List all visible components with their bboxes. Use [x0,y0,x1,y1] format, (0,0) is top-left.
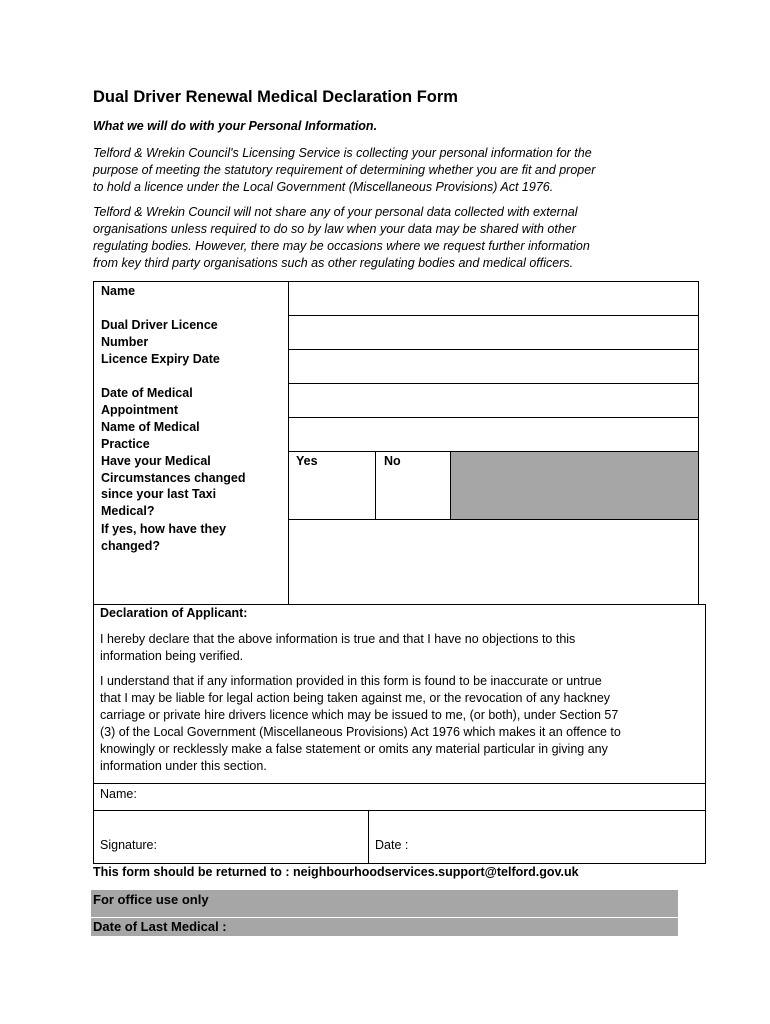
table-rule [93,810,706,811]
label-line: Date of Medical [101,386,193,400]
form-title: Dual Driver Renewal Medical Declaration Form [93,88,458,106]
table-rule [93,281,94,604]
privacy-paragraph-1 [93,145,703,196]
office-use-banner [91,890,678,917]
text-line: from key third party organisations such as other regulating bodies and medical officers. [93,256,574,270]
declaration-name-input[interactable] [98,784,705,810]
text-line: Telford & Wrekin Council's Licensing Service is collecting your personal information for the [93,146,592,160]
table-rule [375,451,376,520]
name-input[interactable] [289,282,698,315]
how-changed-input[interactable] [289,520,698,603]
table-rule [288,315,699,316]
text-line: that I may be liable for legal action being taken against me, or the revocation of any hackney [100,691,611,705]
appointment-date-label [101,385,193,418]
label-line: Medical? [101,503,155,518]
declaration-paragraph-1 [100,631,575,665]
label-line: Licence Expiry Date [101,352,220,366]
label-line: Practice [101,436,150,451]
yes-label: Yes [296,454,318,468]
table-rule [93,604,94,864]
privacy-paragraph-2 [93,204,703,272]
text-line: knowingly or recklessly make a false statement or omits any material particular in giving any [100,742,608,756]
table-rule [288,349,699,350]
office-use-label: For office use only [93,892,209,907]
no-label: No [384,454,401,468]
declaration-paragraph-2 [100,673,621,775]
last-medical-row [91,918,678,936]
label-line: Name of Medical [101,420,200,434]
text-line: organisations unless required to do so by law when your data may be shared with other [93,222,576,236]
table-rule [288,383,699,384]
medical-practice-input[interactable] [289,418,698,451]
signature-label: Signature: [100,838,157,852]
date-label: Date : [375,838,409,852]
text-line: I hereby declare that the above information is true and that I have no objections to this [100,632,576,646]
licence-number-label [101,317,218,350]
table-rule [698,281,699,604]
table-rule [705,604,706,864]
table-rule [288,417,699,418]
return-instructions: This form should be returned to : neighbourhoodservices.support@telford.gov.uk [93,865,579,879]
table-rule [450,451,451,520]
name-label [101,283,135,300]
table-rule [368,810,369,864]
personal-info-heading: What we will do with your Personal Information. [93,119,378,133]
text-line: information under this section. [100,759,267,773]
text-line: I understand that if any information provided in this form is found to be inaccurate or untrue [100,674,602,688]
how-changed-label [101,521,226,554]
table-rule [288,281,289,604]
last-medical-label: Date of Last Medical : [93,919,227,934]
table-rule [288,519,699,520]
text-line: to hold a licence under the Local Government (Miscellaneous Provisions) Act 1976. [93,180,554,194]
appointment-date-input[interactable] [289,384,698,417]
label-line: Name [101,284,136,298]
table-rule [288,451,699,452]
text-line: regulating bodies. However, there may be occasions where we request further information [93,239,590,253]
licence-number-input[interactable] [289,316,698,349]
circumstances-label [101,453,246,519]
shaded-cell [451,452,698,519]
text-line: (3) of the Local Government (Miscellaneous Provisions) Act 1976 which makes it an offence to [100,725,621,739]
label-line: Have your Medical [101,454,211,468]
date-input[interactable] [369,811,705,863]
text-line: purpose of meeting the statutory requirement of determining whether you are fit and proper [93,163,596,177]
label-line: If yes, how have they [101,522,227,536]
label-line: changed? [101,538,161,553]
label-line: Appointment [101,402,179,417]
label-line: Circumstances changed [101,470,246,485]
table-rule [93,281,699,282]
medical-practice-label [101,419,200,452]
table-rule [93,783,706,784]
text-line: Telford & Wrekin Council will not share any of your personal data collected with external [93,205,578,219]
label-line: Dual Driver Licence [101,318,218,332]
label-line: Number [101,334,149,349]
label-line: since your last Taxi [101,487,217,501]
licence-expiry-label [101,351,220,368]
declaration-name-label: Name: [100,787,137,801]
text-line: carriage or private hire drivers licence which may be issued to me, (or both), under Section 57 [100,708,619,722]
licence-expiry-input[interactable] [289,350,698,383]
declaration-heading: Declaration of Applicant: [100,606,248,620]
text-line: information being verified. [100,649,244,663]
